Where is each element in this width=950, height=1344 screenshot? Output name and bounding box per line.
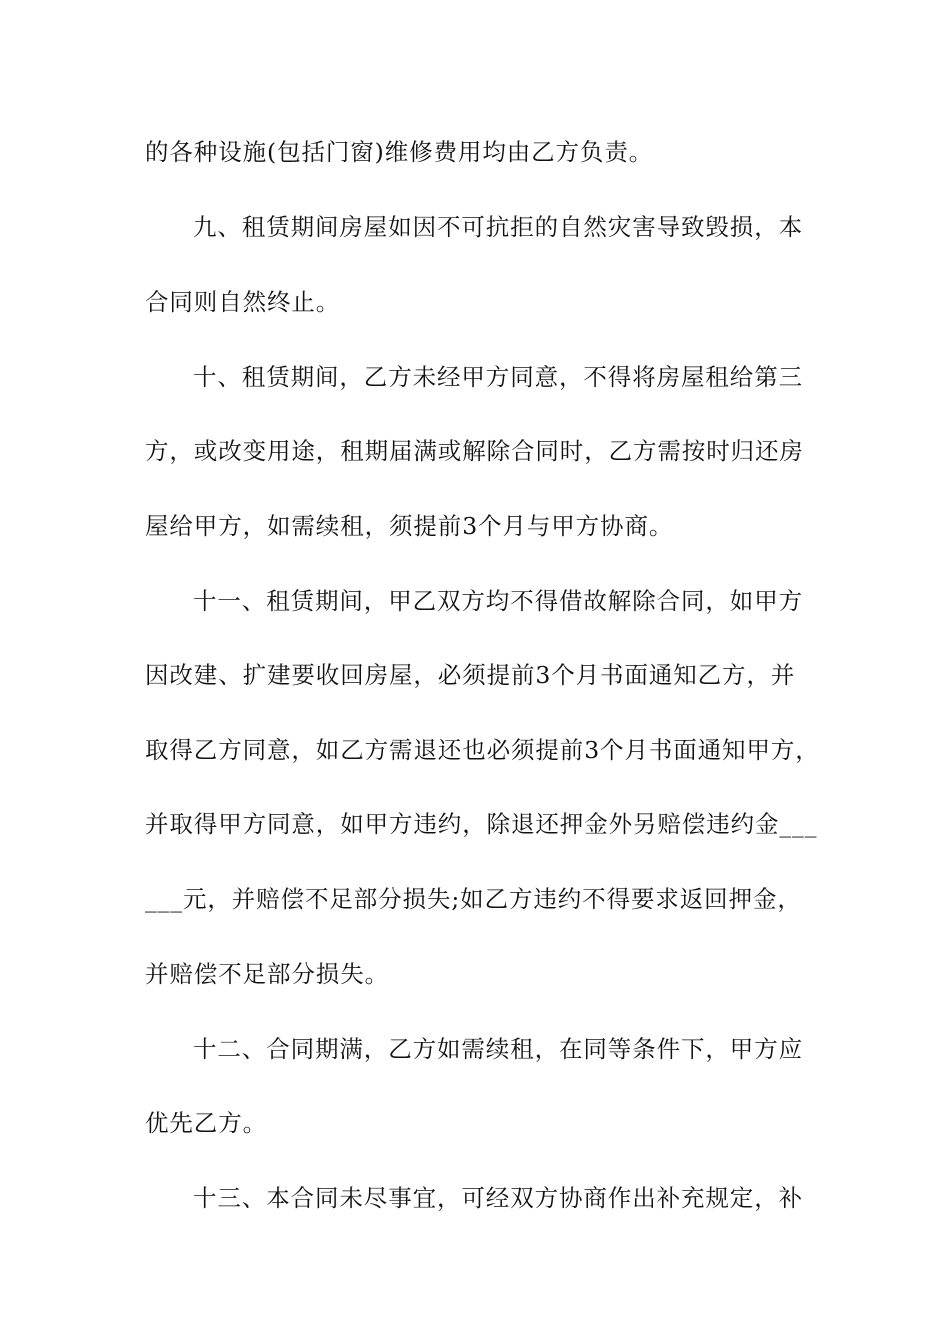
clause-11-line-6: 并赔偿不足部分损失。 <box>145 960 389 988</box>
clause-11-line-5: ___元，并赔偿不足部分损失;如乙方违约不得要求返回押金， <box>145 885 802 913</box>
clause-12-line-2: 优先乙方。 <box>145 1109 267 1137</box>
clause-11-line-4: 并取得甲方同意，如甲方违约，除退还押金外另赔偿违约金___ <box>145 810 818 838</box>
clause-11-line-2: 因改建、扩建要收回房屋，必须提前3个月书面通知乙方，并 <box>145 661 796 689</box>
clause-10-line-2: 方，或改变用途，租期届满或解除合同时，乙方需按时归还房 <box>145 437 804 465</box>
clause-9-line-1: 九、租赁期间房屋如因不可抗拒的自然灾害导致毁损，本 <box>193 213 803 241</box>
clause-11-line-3: 取得乙方同意，如乙方需退还也必须提前3个月书面通知甲方， <box>145 736 820 764</box>
clause-12-line-1: 十二、合同期满，乙方如需续租，在同等条件下，甲方应 <box>193 1035 803 1063</box>
text-line: 的各种设施(包括门窗)维修费用均由乙方负责。 <box>145 138 654 166</box>
clause-10-line-1: 十、租赁期间，乙方未经甲方同意，不得将房屋租给第三 <box>193 363 803 391</box>
clause-9-line-2: 合同则自然终止。 <box>145 288 341 316</box>
clause-10-line-3: 屋给甲方，如需续租，须提前3个月与甲方协商。 <box>145 512 674 540</box>
clause-13-line-1: 十三、本合同未尽事宜，可经双方协商作出补充规定，补 <box>193 1184 803 1212</box>
clause-11-line-1: 十一、租赁期间，甲乙双方均不得借故解除合同，如甲方 <box>193 587 803 615</box>
